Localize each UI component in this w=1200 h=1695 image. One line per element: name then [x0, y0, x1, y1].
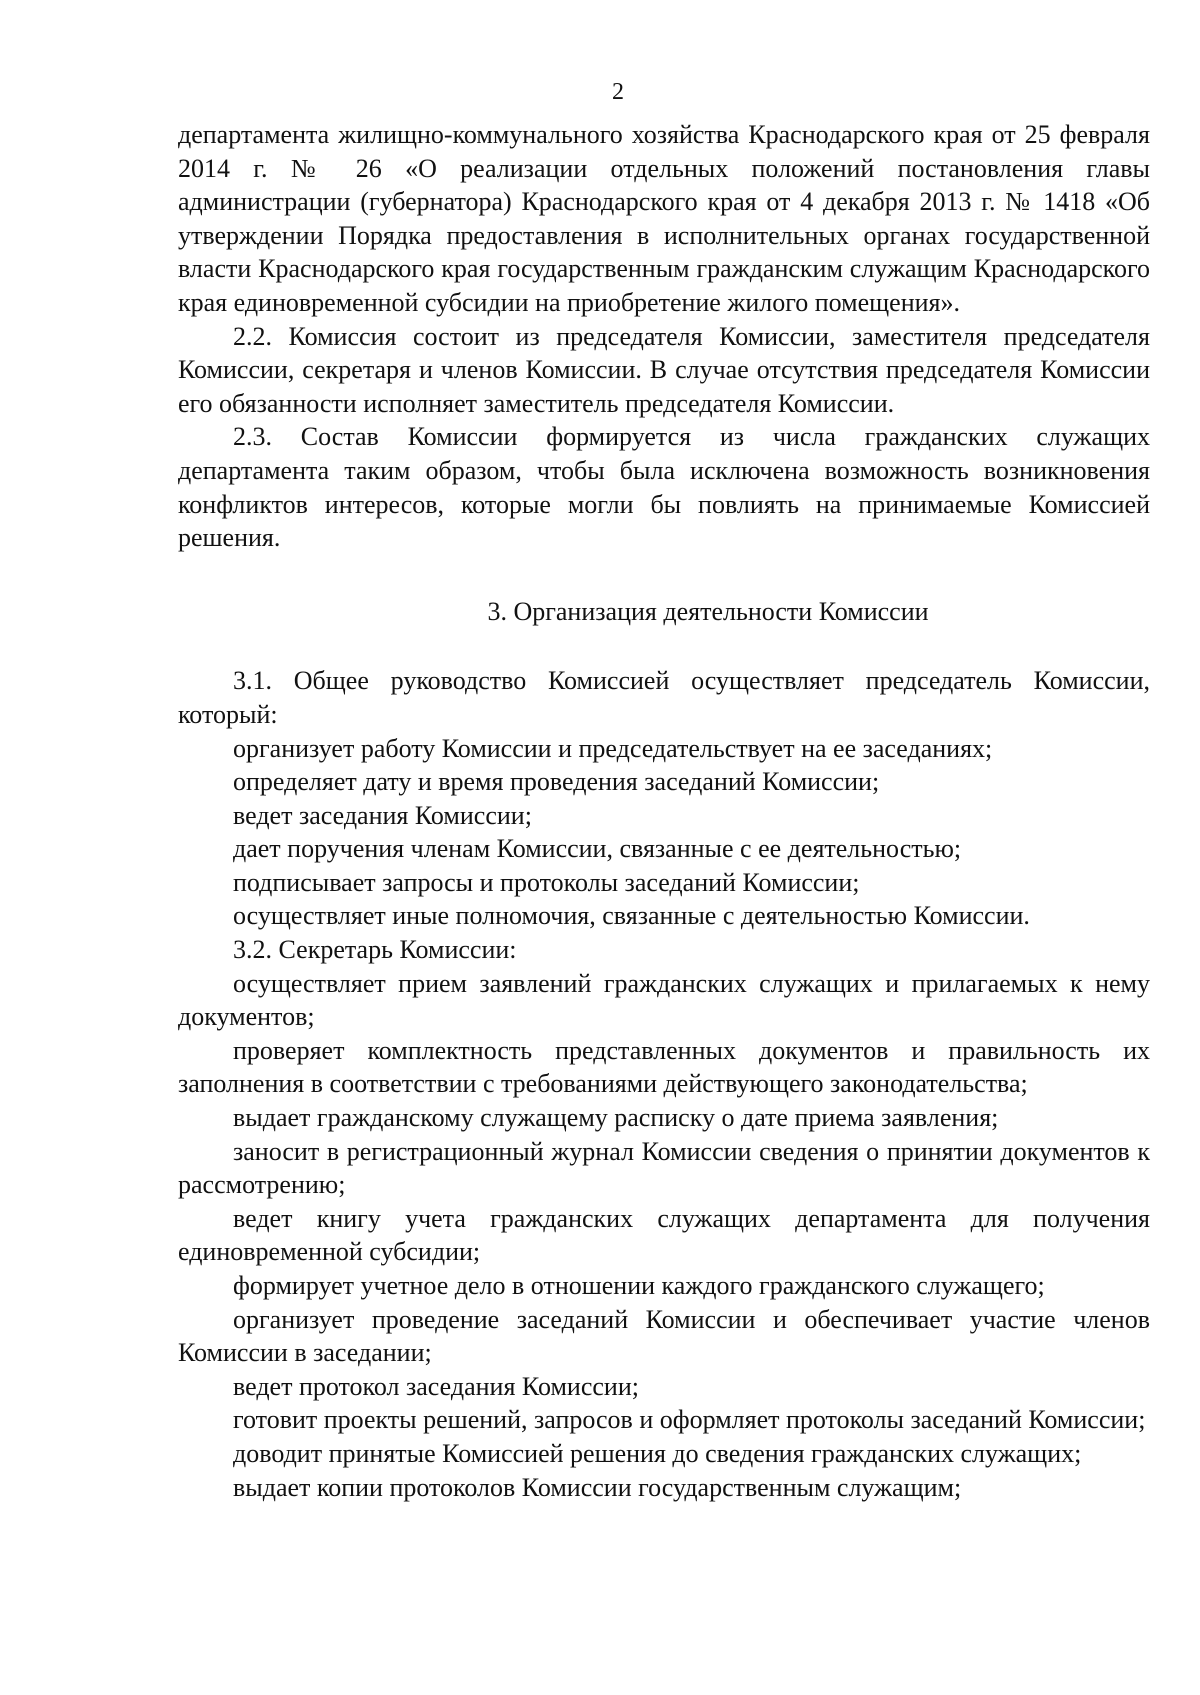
list-item: осуществляет прием заявлений гражданских служащих и прилагаемых к нему документов;: [178, 968, 1150, 1032]
list-item: готовит проекты решений, запросов и оформляет протоколы заседаний Комиссии;: [233, 1405, 1146, 1435]
list-item: выдает гражданскому служащему расписку о дате приема заявления;: [233, 1103, 999, 1133]
list-item: ведет протокол заседания Комиссии;: [233, 1371, 639, 1401]
list-item: подписывает запросы и протоколы заседаний Комиссии;: [233, 867, 860, 897]
list-item: организует проведение заседаний Комиссии и обеспечивает участие членов Комиссии в заседании;: [178, 1304, 1150, 1368]
list-item: осуществляет иные полномочия, связанные с деятельностью Комиссии.: [233, 901, 1030, 931]
section-heading: 3. Организация деятельности Комиссии: [487, 596, 929, 626]
page-number: 2: [612, 79, 624, 105]
list-item: формирует учетное дело в отношении каждого гражданского служащего;: [233, 1271, 1045, 1300]
list-item: организует работу Комиссии и председательствует на ее заседаниях;: [233, 733, 993, 763]
list-item: дает поручения членам Комиссии, связанные с ее деятельностью;: [233, 834, 962, 864]
paragraph-continuation: департамента жилищно-коммунального хозяйства Краснодарского края от 25 февраля 2014 г. № 26 «О реализации отдельных положений постановления главы администрации (губернатора) Краснодарского края от 4 декабря 2013 г. № 1418 «Об утверждении Порядка предоставления в исполнительных органах государственной власти Краснодарского края государственным гражданским служащим Краснодарского края единовременной субсидии на приобретение жилого помещения».: [178, 120, 1150, 317]
paragraph-2-3: 2.3. Состав Комиссии формируется из числа гражданских служащих департамента таким образом, чтобы была исключена возможность возникновения конфликтов интересов, которые могли бы повлиять на принимаемые Комиссией решения.: [178, 422, 1150, 553]
list-item: ведет книгу учета гражданских служащих департамента для получения единовременной субсидии;: [178, 1203, 1150, 1267]
list-item: ведет заседания Комиссии;: [233, 800, 532, 830]
list-item: выдает копии протоколов Комиссии государственным служащим;: [233, 1472, 962, 1502]
paragraph-3-2: 3.2. Секретарь Комиссии:: [233, 935, 517, 965]
list-item: доводит принятые Комиссией решения до сведения гражданских служащих;: [233, 1438, 1082, 1468]
list-item: заносит в регистрационный журнал Комиссии сведения о принятии документов к рассмотрению;: [178, 1136, 1150, 1200]
document-body: [178, 118, 1150, 1504]
paragraph-2-2: 2.2. Комиссия состоит из председателя Комиссии, заместителя председателя Комиссии, секретаря и членов Комиссии. В случае отсутствия председателя Комиссии его обязанности исполняет заместитель председателя Комиссии.: [178, 321, 1150, 418]
list-item: проверяет комплектность представленных документов и правильность их заполнения в соответствии с требованиями действующего законодательства;: [178, 1035, 1150, 1099]
paragraph-3-1: 3.1. Общее руководство Комиссией осуществляет председатель Комиссии, который:: [178, 666, 1150, 729]
list-item: определяет дату и время проведения заседаний Комиссии;: [233, 767, 880, 797]
